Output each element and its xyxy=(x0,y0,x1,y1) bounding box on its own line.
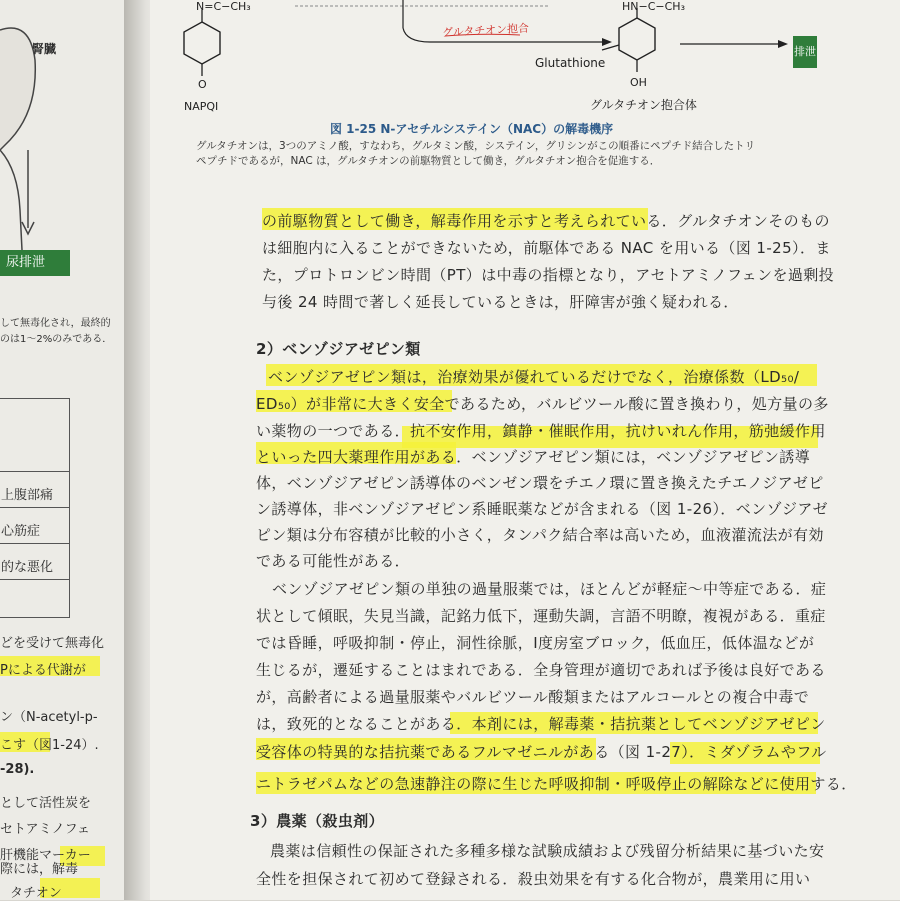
handwritten-note: グルタチオン抱合 xyxy=(441,21,530,40)
napqi-oxygen: O xyxy=(198,78,207,91)
napqi-label: NAPQI xyxy=(184,100,219,113)
body-line: い薬物の一つである．抗不安作用，鎮静・催眠作用，抗けいれん作用，筋弛緩作用 xyxy=(256,422,826,440)
table-cell: 上腹部痛 xyxy=(1,488,54,503)
body-line: は，致死的となることがある．本剤には，解毒薬・拮抗薬としてベンゾジアゼピン xyxy=(256,715,826,733)
left-body-line: タチオン xyxy=(10,886,62,901)
glutathione-label: Glutathione xyxy=(535,56,606,70)
body-line: 農薬は信頼性の保証された多種多様な試験成績および残留分析結果に基づいた安 xyxy=(270,842,825,860)
left-body-line: どを受けて無毒化 xyxy=(0,636,105,651)
left-table-divider xyxy=(0,543,69,544)
conjugate-label: グルタチオン抱合体 xyxy=(590,98,697,112)
left-table xyxy=(0,398,70,618)
napqi-group: N=C−CH₃ xyxy=(196,0,251,13)
body-line: といった四大薬理作用がある．ベンゾジアゼピン類には，ベンゾジアゼピン誘導 xyxy=(256,448,811,466)
left-body-line: として活性炭を xyxy=(0,796,92,811)
left-body-line: 肝機能マーカー xyxy=(0,848,91,863)
left-table-divider xyxy=(0,507,69,508)
left-line-1: して無毒化され，最終的 xyxy=(0,318,111,329)
body-line: が，高齢者による過量服薬やバルビツール酸類またはアルコールとの複合中毒で xyxy=(256,688,810,706)
section-heading: 2）ベンゾジアゼピン類 xyxy=(256,340,421,358)
body-line: 全性を担保されて初めて登録される．殺虫効果を有する化合物が，農業用に用い xyxy=(256,870,811,888)
body-line: 与後 24 時間で著しく延長しているときは，肝障害が強く疑われる． xyxy=(262,293,739,311)
left-page xyxy=(0,0,128,900)
conjugate-group: HN−C−CH₃ xyxy=(622,0,685,13)
figure-caption-title: 図 1-25 N-アセチルシステイン（NAC）の解毒機序 xyxy=(330,122,614,136)
table-cell: 心筋症 xyxy=(1,524,41,539)
body-line: では昏睡，呼吸抑制・停止，洞性徐脈，Ⅰ度房室ブロック，低血圧，低体温などが xyxy=(256,634,815,652)
left-body-line: 際には，解毒 xyxy=(0,862,79,877)
body-line: 状として傾眠，失見当識，記銘力低下，運動失調，言語不明瞭，複視がある．重症 xyxy=(256,607,826,625)
left-body-line: -28). xyxy=(0,762,35,777)
right-page xyxy=(150,0,900,900)
left-table-divider xyxy=(0,471,69,472)
body-line: ベンゾジアゼピン類は，治療効果が優れているだけでなく，治療係数（LD₅₀/ xyxy=(268,368,800,386)
body-line: ベンゾジアゼピン類の単独の過量服薬では，ほとんどが軽症～中等症である．症 xyxy=(272,580,827,598)
body-line: ニトラゼパムなどの急速静注の際に生じた呼吸抑制・呼吸停止の解除などに使用する． xyxy=(256,775,857,793)
figure-caption-line: グルタチオンは，3つのアミノ酸，すなわち，グルタミン酸，システイン，グリシンがこの順番にペプチド結合したトリ xyxy=(196,140,756,152)
body-line: 生じるが，遷延することはまれである．全身管理が適切であれば予後は良好である xyxy=(256,661,826,679)
detox-figure xyxy=(150,0,900,120)
body-line: ン誘導体，非ベンゾジアゼピン系睡眠薬などが含まれる（図 1-26）．ベンゾジアゼ xyxy=(256,500,829,518)
left-table-divider xyxy=(0,579,69,580)
left-body-line: Pによる代謝が xyxy=(0,663,86,678)
left-body-line: セトアミノフェ xyxy=(0,822,90,837)
kidney-illustration xyxy=(0,0,128,250)
kidney-label: 腎臓 xyxy=(32,42,57,56)
figure-caption-line: ペプチドであるが，NAC は，グルタチオンの前駆物質として働き，グルタチオン抱合を促進する． xyxy=(196,155,661,167)
left-body-line: ン（N-acetyl-p- xyxy=(0,710,98,725)
body-line: ED₅₀）が非常に大きく安全であるため，バルビツール酸に置き換わり，処方量の多 xyxy=(256,395,829,413)
body-line: である可能性がある． xyxy=(256,552,411,570)
body-line: た，プロトロンビン時間（PT）は中毒の指標となり，アセトアミノフェンを過剰投 xyxy=(262,266,835,284)
body-line: 体，ベンゾジアゼピン誘導体のベンゼン環をチエノ環に置き換えたチエノジアゼピ xyxy=(256,474,824,492)
hydroxyl-label: OH xyxy=(630,76,647,89)
body-line: ピン類は分布容積が比較的小さく，タンパク結合率は高いため，血液灌流法が有効 xyxy=(256,526,824,544)
body-line: の前駆物質として働き，解毒作用を示すと考えられている．グルタチオンそのもの xyxy=(262,212,830,230)
body-line: 受容体の特異的な拮抗薬であるフルマゼニルがある（図 1-27）．ミダゾラムやフル xyxy=(256,743,827,761)
table-cell: 的な悪化 xyxy=(1,560,54,575)
left-line-2: のは1～2%のみである． xyxy=(0,334,113,345)
excretion-label: 排泄 xyxy=(793,36,817,68)
urine-excretion-label: 尿排泄 xyxy=(0,250,70,276)
body-line: は細胞内に入ることができないため，前駆体である NAC を用いる（図 1-25）．ま xyxy=(262,239,831,257)
left-body-line: こす（図1-24）. xyxy=(0,738,99,753)
section-heading: 3）農薬（殺虫剤） xyxy=(250,812,385,830)
